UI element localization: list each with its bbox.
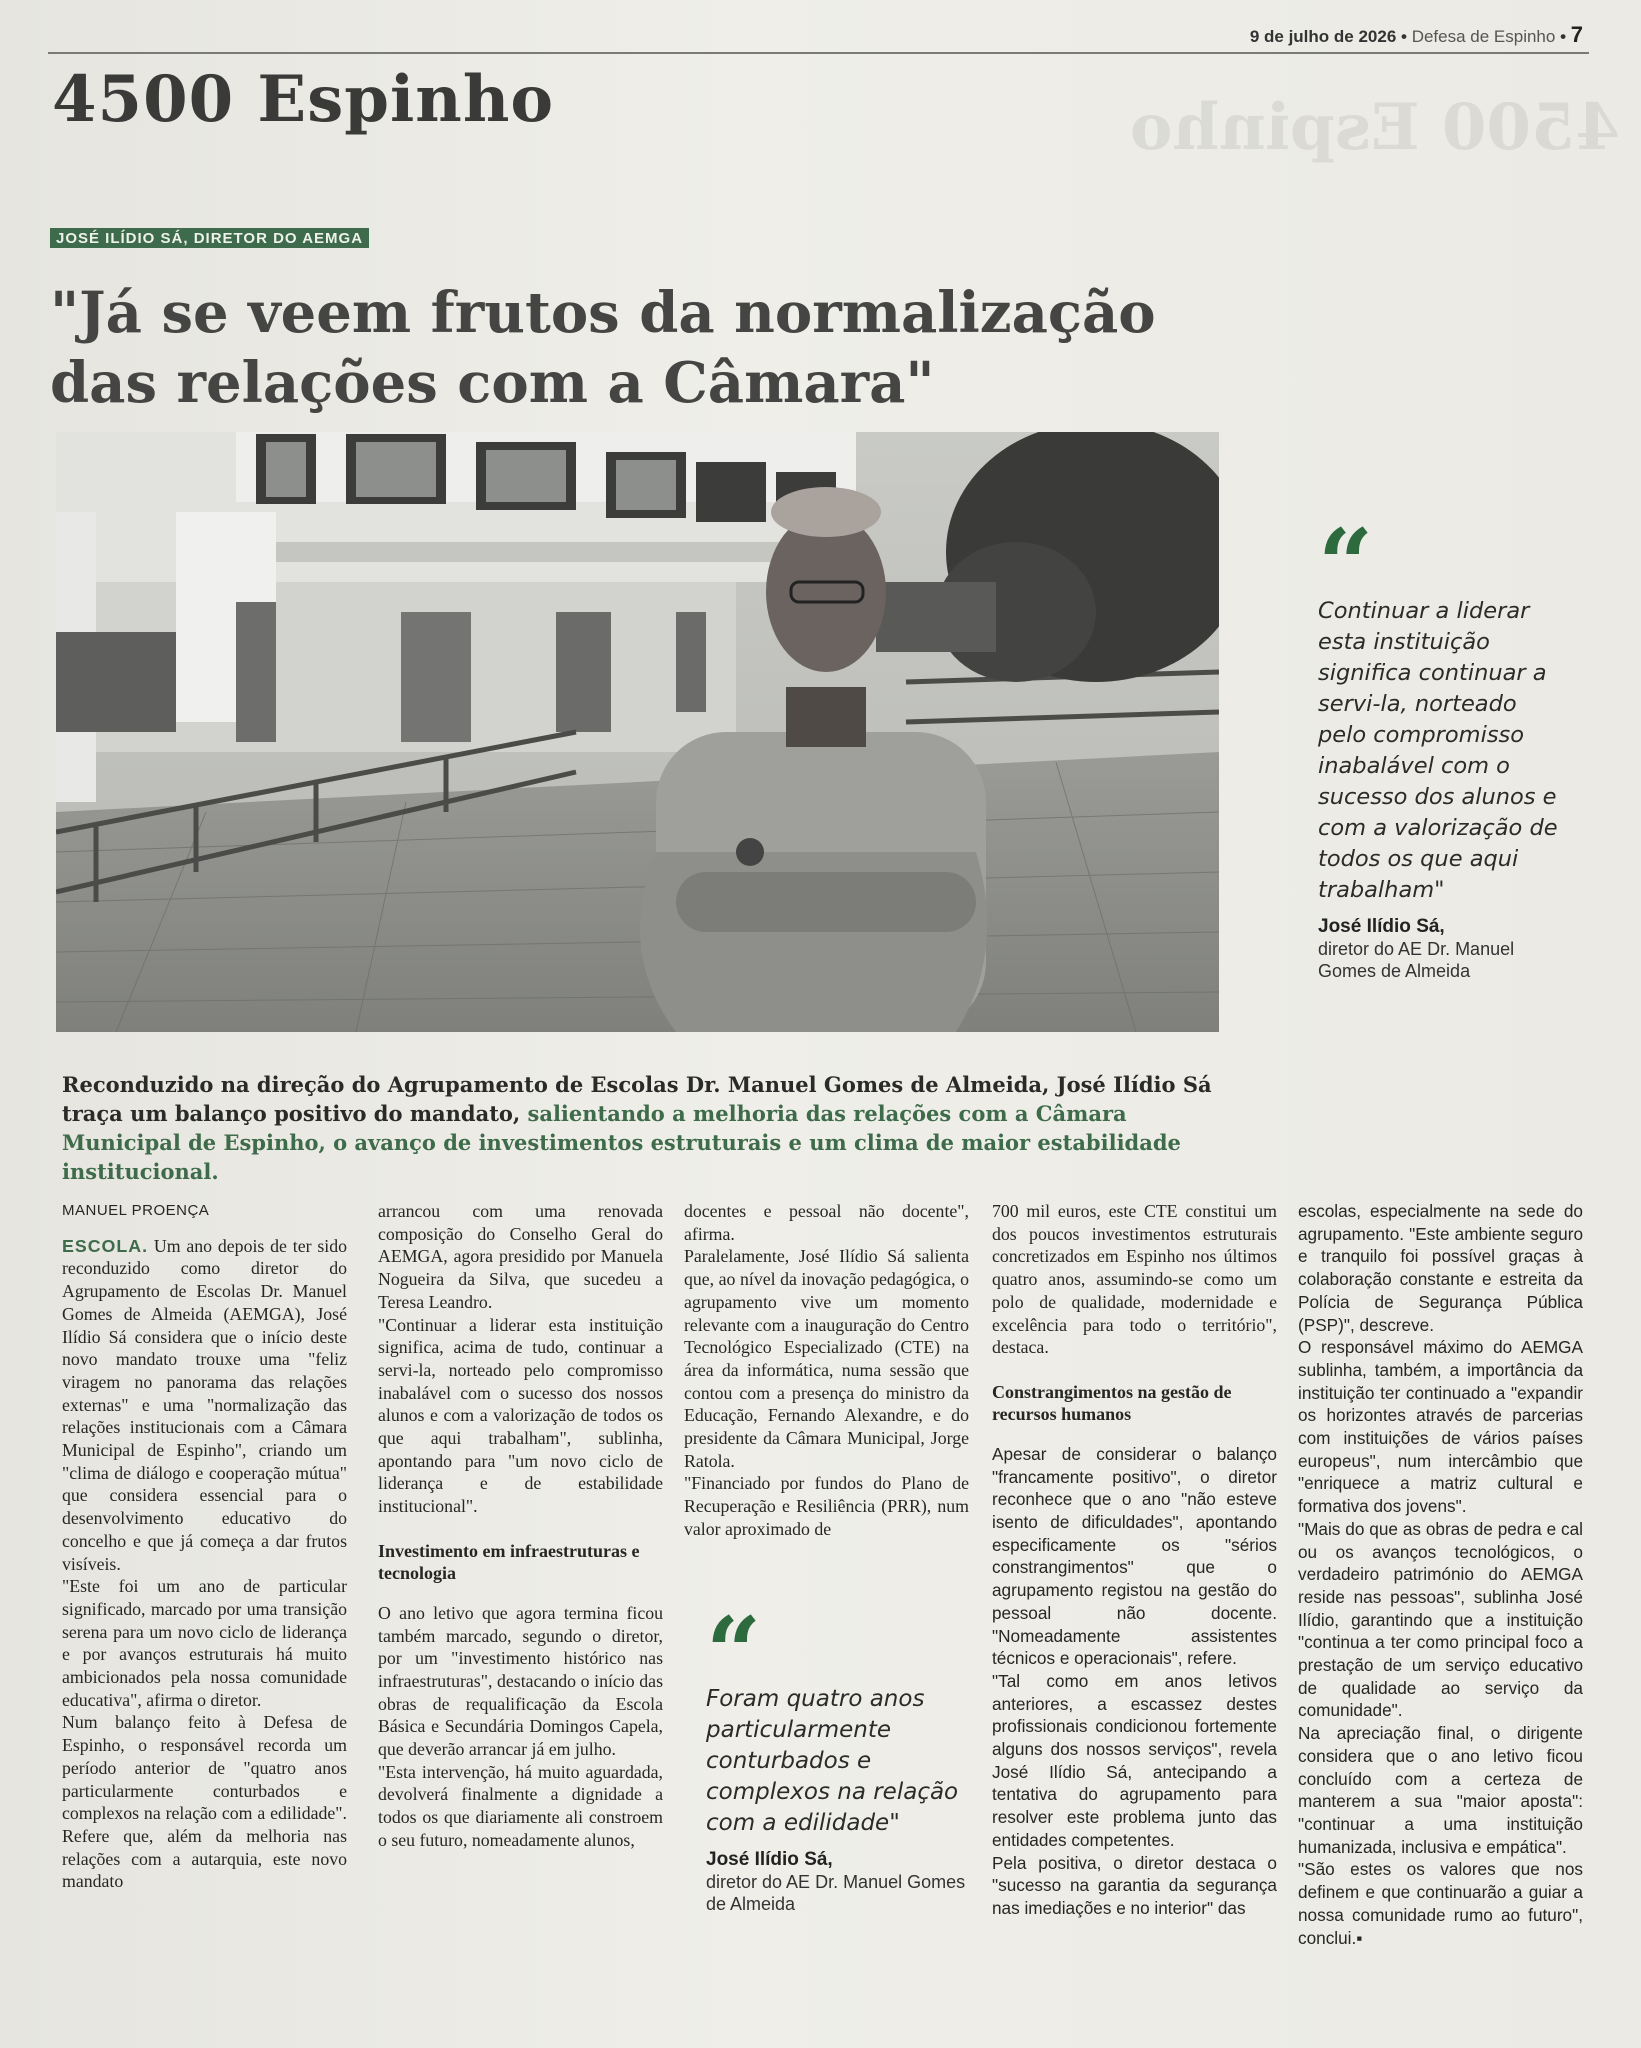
article-headline: "Já se veem frutos da normalização das relações com a Câmara" (50, 280, 1156, 416)
paragraph: arrancou com uma renovada composição do Conselho Geral do AEMGA, agora presidido por Manuela Nogueira da Silva, que sucedeu a Teresa Leandro. (378, 1201, 663, 1312)
paragraph: "Tal como em anos letivos anteriores, a escassez destes profissionais condicionou fortemente alguns dos nossos serviços", revela José Ilídio Sá, antecipando a tentativa do agrupamento para resolver este problema junto das entidades competentes. (992, 1670, 1277, 1850)
text-column-4 (992, 1200, 1277, 1920)
paragraph: Num balanço feito à Defesa de Espinho, o responsável recorda um período anterior de "quatro anos particularmente conturbados e complexos na relação com a edilidade". Refere que, além da melhoria nas relações com a autarquia, este novo mandato (62, 1712, 347, 1892)
bleed-through-text: 4500 Espinho (1129, 90, 1620, 165)
pull-quote-right (1318, 508, 1568, 982)
article-lede: Reconduzido na direção do Agrupamento de Escolas Dr. Manuel Gomes de Almeida, José Ilídio Sá traça um balanço positivo do mandato, salientando a melhoria das relações com a Câmara Municipal de Espinho, o avanço de investimentos estruturais e um clima de maior estabilidade institucional. (62, 1072, 1212, 1184)
paragraph: Pela positiva, o diretor destaca o "sucesso na garantia da segurança nas imediações e no interior" das (992, 1852, 1277, 1918)
page-number: 7 (1570, 22, 1583, 47)
pull-quote-inline (706, 1596, 971, 1915)
folio-source: Defesa de Espinho (1411, 27, 1556, 46)
text-column-1 (62, 1200, 347, 1893)
article-photo (56, 432, 1219, 1032)
paragraph: "Mais do que as obras de pedra e cal ou os avanços tecnológicos, o verdadeiro património do AEMGA reside nas pessoas", sublinha José Ilídio, garantindo que a instituição "continua a ter como principal foco a prestação de um serviço educativo de qualidade ao serviço da comunidade". (1298, 1518, 1583, 1721)
text-column-5 (1298, 1200, 1583, 1949)
pull-quote-role: diretor do AE Dr. Manuel Gomes de Almeida (1318, 939, 1515, 981)
subheading: Constrangimentos na gestão de recursos humanos (992, 1381, 1232, 1424)
quote-mark-icon: “ (1318, 508, 1374, 621)
paragraph: O responsável máximo do AEMGA sublinha, também, a importância da instituição ter continuado a "expandir os horizontes através de parcerias com instituições de vários países europeus", num intercâmbio que "enriquece a matriz cultural e formativa dos jovens". (1298, 1337, 1583, 1517)
paragraph: O ano letivo que agora termina ficou também marcado, segundo o diretor, por um "investimento histórico nas infraestruturas", destacando o início das obras de requalificação da Escola Básica e Secundária Domingos Capela, que deverão arrancar já em julho. (378, 1602, 663, 1760)
paragraph: Na apreciação final, o dirigente considera que o ano letivo ficou concluído com a certeza de manterem a sua "maior aposta": "continuar a uma instituição humanizada, inclusiva e empática". (1298, 1723, 1583, 1857)
top-rule (48, 52, 1589, 54)
lead-in: ESCOLA. (62, 1235, 149, 1256)
pull-quote-author: José Ilídio Sá, (706, 1849, 833, 1870)
paragraph: Apesar de considerar o balanço "francamente positivo", o diretor reconhece que o ano "não esteve isento de dificuldades", apontando especificamente os "sérios constrangimentos" que o agrupamento registou na gestão do pessoal não docente. "Nomeadamente assistentes técnicos e operacionais", refere. (992, 1443, 1277, 1669)
article-kicker: JOSÉ ILÍDIO SÁ, DIRETOR DO AEMGA (50, 228, 369, 248)
paragraph: "Este foi um ano de particular significado, marcado por uma transição serena para um novo ciclo de liderança e por avanços estruturais há muito ambicionados pela nossa comunidade educativa", afirma o diretor. (62, 1576, 347, 1710)
paragraph: ESCOLA. Um ano depois de ter sido reconduzido como diretor do Agrupamento de Escolas Dr. Manuel Gomes de Almeida (AEMGA), José Ilídio Sá considera que o início deste novo mandato trouxe uma "feliz viragem no panorama das relações externas" e uma "normalização das relações institucionais com a Câmara Municipal de Espinho", criando um "clima de diálogo e cooperação mútua" que considera essencial para o desenvolvimento educativo do concelho e que já começa a dar frutos visíveis. (62, 1235, 347, 1574)
pull-quote-author: José Ilídio Sá, (1318, 916, 1445, 937)
folio-date: 9 de julho de 2026 (1249, 27, 1397, 46)
paragraph: "Esta intervenção, há muito aguardada, devolverá finalmente a dignidade a todos os que diariamente ali constroem o seu futuro, nomeadamente alunos, (378, 1761, 663, 1850)
paragraph: "Continuar a liderar esta instituição significa, acima de tudo, continuar a servi-la, norteado pelo compromisso inabalável com o sucesso dos nossos alunos e com a valorização de todos os que aqui trabalham", sublinha, apontando para "um novo ciclo de liderança e de estabilidade institucional". (378, 1314, 663, 1517)
paragraph: "São estes os valores que nos definem e que continuarão a guiar a nossa comunidade rumo ao futuro", conclui.▪ (1298, 1859, 1583, 1948)
paragraph: 700 mil euros, este CTE constitui um dos poucos investimentos estruturais concretizados em Espinho nos últimos quatro anos, assumindo-se como um polo de qualidade, modernidade e excelência para todo o território", destaca. (992, 1201, 1277, 1358)
page-folio: 9 de julho de 2026 • Defesa de Espinho • 7 (1249, 22, 1583, 47)
paragraph: docentes e pessoal não docente", afirma. (684, 1201, 969, 1244)
subheading: Investimento em infraestruturas e tecnologia (378, 1540, 640, 1583)
paragraph: Paralelamente, José Ilídio Sá salienta que, ao nível da inovação pedagógica, o agrupamento vive um momento relevante com a inauguração do Centro Tecnológico Especializado (CTE) na área da informática, numa sessão que contou com a presença do ministro da Educação, Fernando Alexandre, e do presidente da Câmara Municipal, Jorge Ratola. (684, 1246, 969, 1471)
paragraph: escolas, especialmente na sede do agrupamento. "Este ambiente seguro e tranquilo foi possível graças à colaboração constante e estreita da Polícia de Segurança Pública (PSP)", descreve. (1298, 1201, 1583, 1335)
pull-quote-role: diretor do AE Dr. Manuel Gomes de Almeida (706, 1872, 966, 1914)
byline: MANUEL PROENÇA (62, 1202, 210, 1219)
pull-quote-text: Continuar a liderar esta instituição significa continuar a servi-la, norteado pelo compromisso inabalável com o sucesso dos alunos e com a valorização de todos os que aqui trabalham" (1318, 598, 1558, 903)
quote-mark-icon: “ (706, 1596, 762, 1709)
text-column-2 (378, 1200, 663, 1852)
pull-quote-text: Foram quatro anos particularmente conturbados e complexos na relação com a edilidade" (706, 1686, 959, 1836)
section-title: 4500 Espinho (52, 62, 555, 137)
paragraph: "Financiado por fundos do Plano de Recuperação e Resiliência (PRR), num valor aproximado de (684, 1473, 969, 1539)
text-column-3 (684, 1200, 969, 1541)
